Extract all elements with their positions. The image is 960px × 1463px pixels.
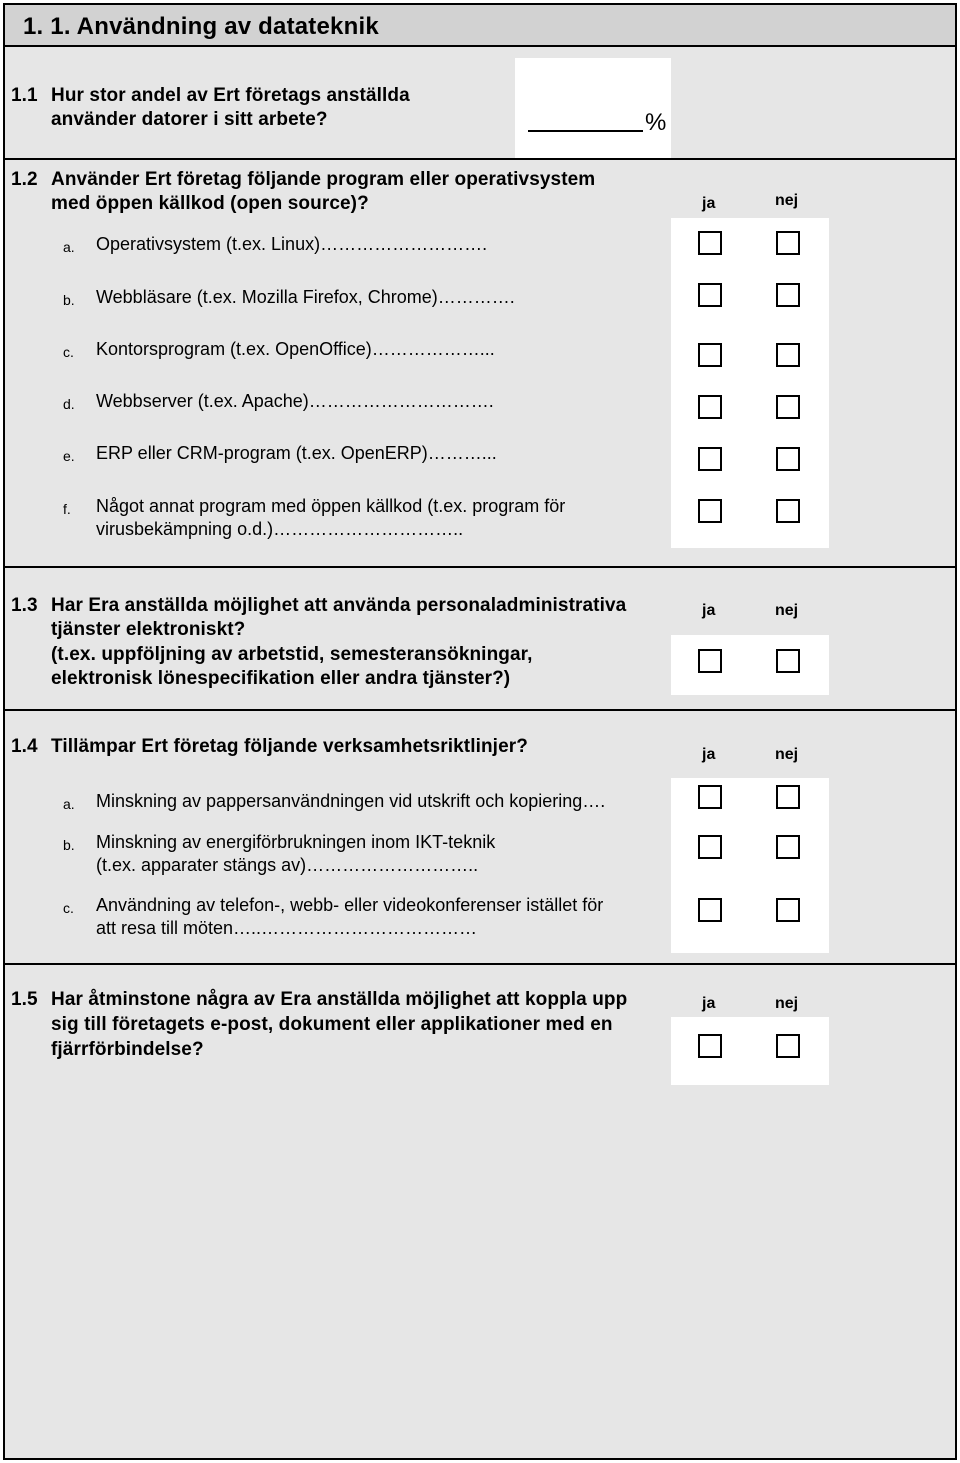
column-no-label: nej (775, 192, 799, 209)
question-text-line: använder datorer i sitt arbete? (51, 109, 328, 130)
checkbox-yes[interactable] (698, 785, 722, 809)
item-text: Webbläsare (t.ex. Mozilla Firefox, Chrome)…………. (96, 287, 515, 307)
checkbox-no[interactable] (776, 343, 800, 367)
item-text: att resa till möten…..……………………………… (96, 918, 478, 938)
column-yes-label: ja (702, 746, 716, 763)
question-1-1 (11, 84, 511, 134)
percent-input-line[interactable] (528, 130, 643, 132)
question-number: 1.4 (11, 736, 38, 757)
item-text: Minskning av energiförbrukningen inom IKT-teknik (96, 832, 496, 852)
item-text: Webbserver (t.ex. Apache)…………………………. (96, 391, 494, 411)
column-no-label: nej (775, 995, 799, 1012)
question-text-line: tjänster elektroniskt? (51, 619, 246, 640)
item-letter: a. (63, 239, 75, 255)
question-number: 1.3 (11, 595, 38, 616)
checkbox-no[interactable] (776, 898, 800, 922)
item-text: Operativsystem (t.ex. Linux)………………………. (96, 234, 488, 254)
section-header (5, 5, 955, 47)
item-text: Minskning av pappersanvändningen vid utskrift och kopiering…. (96, 791, 606, 811)
checkbox-panel (671, 1017, 829, 1085)
divider (5, 963, 955, 965)
item-letter: b. (63, 837, 75, 853)
item-text: Användning av telefon-, webb- eller videokonferenser istället för (96, 895, 604, 915)
percent-sign: % (645, 109, 667, 136)
section-title: 1. 1. Användning av datateknik (23, 13, 379, 40)
item-text: virusbekämpning o.d.)………………………….. (96, 519, 464, 539)
item-letter: f. (63, 501, 71, 517)
item-text: ERP eller CRM-program (t.ex. OpenERP)………... (96, 443, 497, 463)
checkbox-no[interactable] (776, 499, 800, 523)
column-no-label: nej (775, 746, 799, 763)
column-yes-label: ja (702, 995, 716, 1012)
item-letter: b. (63, 292, 75, 308)
checkbox-yes[interactable] (698, 649, 722, 673)
item-text: Kontorsprogram (t.ex. OpenOffice)………………... (96, 339, 495, 359)
checkbox-yes[interactable] (698, 898, 722, 922)
checkbox-yes[interactable] (698, 1034, 722, 1058)
question-text-line: Hur stor andel av Ert företags anställda (51, 85, 410, 106)
checkbox-yes[interactable] (698, 231, 722, 255)
checkbox-no[interactable] (776, 231, 800, 255)
item-text: Något annat program med öppen källkod (t.ex. program för (96, 496, 566, 516)
divider (5, 566, 955, 568)
checkbox-panel (671, 218, 829, 548)
question-text-line: fjärrförbindelse? (51, 1039, 204, 1060)
question-text-line: Har Era anställda möjlighet att använda personaladministrativa (51, 595, 627, 616)
checkbox-panel (671, 778, 829, 953)
item-letter: c. (63, 900, 74, 916)
divider (5, 709, 955, 711)
question-1-5 (11, 988, 671, 1068)
column-yes-label: ja (702, 602, 716, 619)
item-letter: e. (63, 448, 75, 464)
question-text-line: (t.ex. uppföljning av arbetstid, semesteransökningar, (51, 644, 533, 665)
checkbox-no[interactable] (776, 447, 800, 471)
question-text-line: Har åtminstone några av Era anställda möjlighet att koppla upp (51, 989, 628, 1010)
checkbox-yes[interactable] (698, 283, 722, 307)
checkbox-no[interactable] (776, 785, 800, 809)
checkbox-yes[interactable] (698, 499, 722, 523)
checkbox-no[interactable] (776, 649, 800, 673)
question-text-line: Tillämpar Ert företag följande verksamhetsriktlinjer? (51, 736, 528, 757)
checkbox-yes[interactable] (698, 343, 722, 367)
question-1-2 (11, 168, 671, 218)
question-1-3 (11, 594, 671, 694)
item-letter: a. (63, 796, 75, 812)
divider (5, 158, 955, 160)
column-yes-label: ja (702, 195, 716, 212)
checkbox-yes[interactable] (698, 835, 722, 859)
question-text-line: med öppen källkod (open source)? (51, 193, 369, 214)
question-number: 1.2 (11, 169, 38, 190)
checkbox-panel (671, 635, 829, 695)
checkbox-no[interactable] (776, 835, 800, 859)
item-letter: c. (63, 344, 74, 360)
checkbox-yes[interactable] (698, 447, 722, 471)
checkbox-no[interactable] (776, 395, 800, 419)
item-text: (t.ex. apparater stängs av)……………………….. (96, 855, 479, 875)
percent-answer-panel (515, 58, 671, 158)
questionnaire-form (3, 3, 957, 1460)
checkbox-yes[interactable] (698, 395, 722, 419)
question-text-line: Använder Ert företag följande program eller operativsystem (51, 169, 596, 190)
question-number: 1.5 (11, 989, 38, 1010)
question-text-line: sig till företagets e-post, dokument eller applikationer med en (51, 1014, 613, 1035)
question-number: 1.1 (11, 85, 38, 106)
checkbox-no[interactable] (776, 283, 800, 307)
checkbox-no[interactable] (776, 1034, 800, 1058)
question-1-4 (11, 735, 671, 765)
column-no-label: nej (775, 602, 799, 619)
question-text-line: elektronisk lönespecifikation eller andra tjänster?) (51, 668, 511, 689)
item-letter: d. (63, 396, 75, 412)
